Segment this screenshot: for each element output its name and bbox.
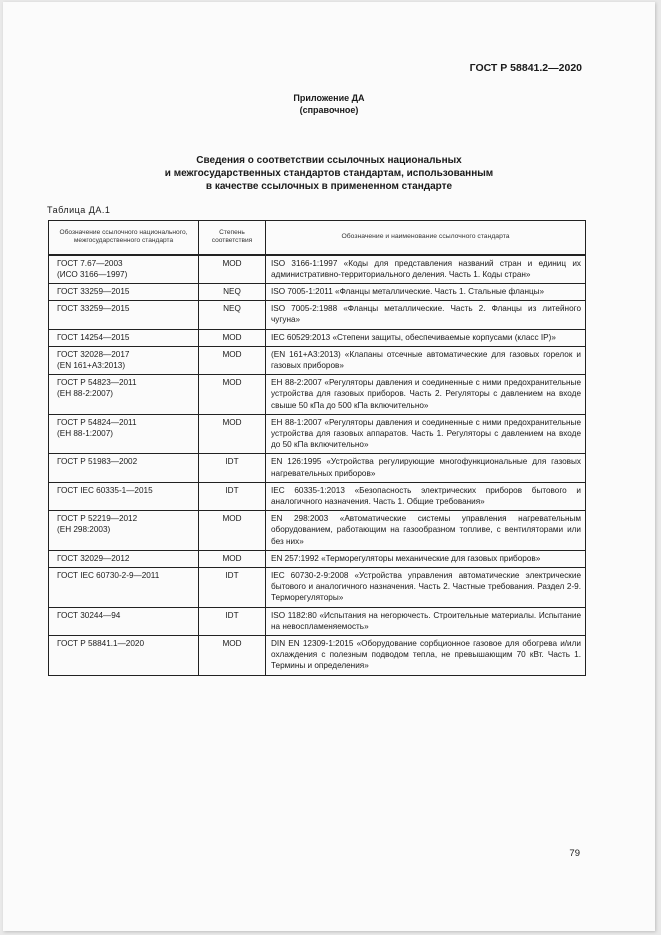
table-row [49,346,586,374]
designation-line: ГОСТ 32029—2012 [57,553,130,563]
designation-line: ГОСТ Р 58841.1—2020 [57,638,144,648]
table-row [49,635,586,675]
header-name: Обозначение и наименование ссылочного стандарта [266,221,586,255]
standard-name-cell: (EN 161+A3:2013) «Клапаны отсечные автоматические для газовых горелок и газовых приборов» [266,346,586,374]
designation-line: (EN 161+A3:2013) [57,360,126,370]
degree-cell: MOD [199,635,266,675]
designation-line: (EH 298:2003) [57,525,111,535]
designation-cell [49,414,199,454]
designation-line: (EH 88-1:2007) [57,428,113,438]
table-row [49,255,586,284]
degree-cell: MOD [199,329,266,346]
degree-cell: MOD [199,375,266,415]
section-heading [3,154,655,193]
designation-cell [49,346,199,374]
table-caption: Таблица ДА.1 [47,205,111,215]
header-designation: Обозначение ссылочного национального, межгосударственного стандарта [49,221,199,255]
degree-cell: IDT [199,482,266,510]
designation-line: (ИСО 3166—1997) [57,269,128,279]
heading-line: Сведения о соответствии ссылочных национальных [196,155,462,166]
table-row [49,283,586,300]
standard-name-cell: IEC 60335-1:2013 «Безопасность электрических приборов бытового и аналогичного назначения. Часть 1. Общие требования» [266,482,586,510]
table-row [49,301,586,329]
table-row [49,414,586,454]
heading-line: и межгосударственных стандартов стандартам, использованным [164,168,494,179]
designation-cell [49,550,199,567]
header-degree: Степень соответствия [199,221,266,255]
designation-cell [49,329,199,346]
designation-line: ГОСТ Р 54823—2011 [57,378,137,388]
degree-cell: IDT [199,607,266,635]
standard-name-cell: DIN EN 12309-1:2015 «Оборудование сорбционное газовое для обогрева и/или охлаждения с полезным подводом тепла, не превышающим 70 кВт. Часть 1. Термины и определения» [266,635,586,675]
designation-line: ГОСТ 32028—2017 [57,349,130,359]
degree-cell: MOD [199,255,266,284]
designation-cell [49,635,199,675]
table-row [49,511,586,551]
designation-line: ГОСТ Р 51983—2002 [57,457,138,467]
table-row [49,482,586,510]
designation-line: ГОСТ Р 52219—2012 [57,514,138,524]
designation-line: ГОСТ IEC 60730-2-9—2011 [57,570,160,580]
designation-cell [49,482,199,510]
degree-cell: NEQ [199,283,266,300]
page-number: 79 [569,848,580,859]
standards-table [48,220,586,676]
degree-cell: NEQ [199,301,266,329]
standard-name-cell: ISO 3166-1:1997 «Коды для представления названий стран и единиц их административно-территориального деления. Часть 1. Коды стран» [266,255,586,284]
appendix-subtitle: (справочное) [299,105,359,115]
standard-name-cell: ISO 1182:80 «Испытания на негорючесть. Строительные материалы. Испытание на невоспламеняемость» [266,607,586,635]
designation-line: (EH 88-2:2007) [57,389,113,399]
designation-cell [49,375,199,415]
degree-cell: MOD [199,414,266,454]
designation-line: ГОСТ 7.67—2003 [57,258,123,268]
designation-line: ГОСТ 30244—94 [57,610,121,620]
standard-name-cell: ISO 7005-2:1988 «Фланцы металлические. Часть 2. Фланцы из литейного чугуна» [266,301,586,329]
designation-line: ГОСТ 33259—2015 [57,286,130,296]
appendix-title: Приложение ДА [293,93,365,103]
designation-cell [49,301,199,329]
standard-name-cell: ISO 7005-1:2011 «Фланцы металлические. Часть 1. Стальные фланцы» [266,283,586,300]
designation-line: ГОСТ Р 54824—2011 [57,417,137,427]
standard-name-cell: IEC 60529:2013 «Степени защиты, обеспечиваемые корпусами (класс IP)» [266,329,586,346]
table-row [49,550,586,567]
heading-line: в качестве ссылочных в примененном стандарте [205,181,453,192]
designation-line: ГОСТ 33259—2015 [57,304,130,314]
designation-line: ГОСТ 14254—2015 [57,332,130,342]
table-row [49,375,586,415]
standard-name-cell: EN 257:1992 «Терморегуляторы механические для газовых приборов» [266,550,586,567]
table-body [49,255,586,676]
designation-cell [49,511,199,551]
degree-cell: MOD [199,346,266,374]
standard-name-cell: EN 126:1995 «Устройства регулирующие многофункциональные для газовых нагревательных приборов» [266,454,586,482]
document-code: ГОСТ Р 58841.2—2020 [469,62,582,74]
standard-name-cell: EH 88-2:2007 «Регуляторы давления и соединенные с ними предохранительные устройства для газовых приборов. Часть 2. Регуляторы с давлением на входе свыше 50 кПа до 500 кПа включительно» [266,375,586,415]
document-page [3,2,655,931]
table-row [49,329,586,346]
designation-cell [49,454,199,482]
designation-cell [49,255,199,284]
standard-name-cell: EH 88-1:2007 «Регуляторы давления и соединенные с ними предохранительные устройства для газовых аппаратов. Часть 1. Регуляторы с давлением на входе до 50 кПа включительно» [266,414,586,454]
degree-cell: IDT [199,454,266,482]
degree-cell: IDT [199,567,266,607]
table-row [49,607,586,635]
degree-cell: MOD [199,511,266,551]
degree-cell: MOD [199,550,266,567]
standard-name-cell: IEC 60730-2-9:2008 «Устройства управления автоматические электрические бытового и аналогичного назначения. Часть 2. Частные требования. Раздел 2-9. Терморегуляторы» [266,567,586,607]
appendix-block [3,92,655,116]
table-row [49,454,586,482]
designation-line: ГОСТ IEC 60335-1—2015 [57,485,153,495]
designation-cell [49,567,199,607]
designation-cell [49,283,199,300]
designation-cell [49,607,199,635]
table-header-row [49,221,586,255]
standard-name-cell: EN 298:2003 «Автоматические системы управления нагревательным оборудованием, работающим на газообразном топливе, с вентиляторами или без них» [266,511,586,551]
table-row [49,567,586,607]
